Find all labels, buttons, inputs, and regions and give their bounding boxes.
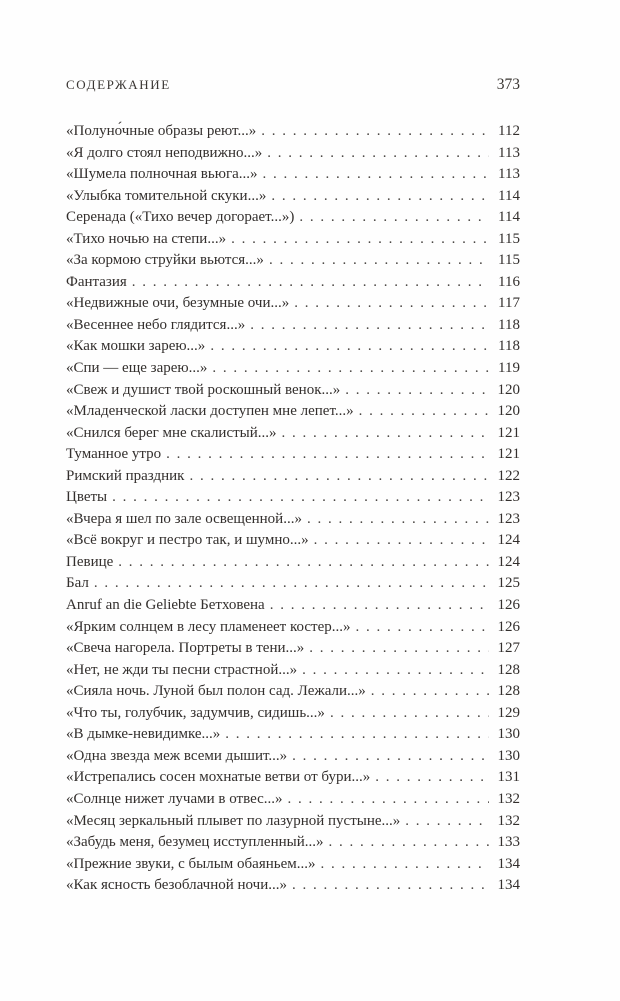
toc-entry-title: «Месяц зеркальный плывет по лазурной пустыне...» bbox=[66, 812, 401, 829]
toc-entry-page: 133 bbox=[497, 834, 520, 851]
toc-entry-title: Туманное утро bbox=[66, 446, 162, 463]
toc-entry bbox=[66, 487, 520, 509]
dot-leader bbox=[371, 681, 489, 703]
toc-entry-title: «Шумела полночная вьюга...» bbox=[66, 166, 258, 183]
toc-entry bbox=[66, 272, 520, 294]
toc-entry-title: «Солнце нижет лучами в отвес...» bbox=[66, 790, 283, 807]
toc-entry-title: «Свеча нагорела. Портреты в тени...» bbox=[66, 640, 305, 657]
toc-entry bbox=[66, 444, 520, 466]
toc-entry-title: «Как мошки зарею...» bbox=[66, 338, 206, 355]
toc-entry-page: 117 bbox=[498, 295, 520, 312]
toc-entry bbox=[66, 186, 520, 208]
dot-leader bbox=[309, 638, 489, 660]
toc-entry-title: Фантазия bbox=[66, 273, 127, 290]
toc-entry-page: 118 bbox=[498, 338, 520, 355]
toc-entry bbox=[66, 315, 520, 337]
toc-entry-title: «Снился берег мне скалистый...» bbox=[66, 424, 277, 441]
toc-entry-title: «Весеннее небо глядится...» bbox=[66, 316, 246, 333]
toc-entry-title: «В дымке-невидимке...» bbox=[66, 726, 221, 743]
dot-leader bbox=[261, 121, 489, 143]
toc-entry-page: 134 bbox=[497, 877, 520, 894]
toc-entry-title: «Нет, не жди ты песни страстной...» bbox=[66, 661, 298, 678]
dot-leader bbox=[132, 272, 489, 294]
dot-leader bbox=[356, 617, 489, 639]
toc-entry bbox=[66, 401, 520, 423]
dot-leader bbox=[166, 444, 489, 466]
toc-entry-page: 129 bbox=[497, 704, 520, 721]
dot-leader bbox=[330, 703, 489, 725]
toc-entry-title: «За кормою струйки вьются...» bbox=[66, 252, 264, 269]
toc-entry-page: 126 bbox=[497, 618, 520, 635]
toc-entry-page: 123 bbox=[497, 489, 520, 506]
toc-entry bbox=[66, 358, 520, 380]
toc-entry-title: «Забудь меня, безумец исступленный...» bbox=[66, 834, 324, 851]
toc-entry-title: Римский праздник bbox=[66, 467, 185, 484]
toc-entry bbox=[66, 207, 520, 229]
dot-leader bbox=[292, 875, 489, 897]
toc-entry bbox=[66, 660, 520, 682]
dot-leader bbox=[302, 660, 489, 682]
dot-leader bbox=[225, 724, 489, 746]
dot-leader bbox=[359, 401, 489, 423]
toc-entry bbox=[66, 875, 520, 897]
toc-entry bbox=[66, 509, 520, 531]
toc-entry-title: «Ярким солнцем в лесу пламенеет костер...» bbox=[66, 618, 351, 635]
toc-entry bbox=[66, 380, 520, 402]
toc-entry-page: 120 bbox=[497, 403, 520, 420]
toc-entry bbox=[66, 832, 520, 854]
toc-entry-page: 125 bbox=[497, 575, 520, 592]
toc-entry bbox=[66, 530, 520, 552]
toc-entry-title: «Тихо ночью на степи...» bbox=[66, 230, 227, 247]
toc-entry-title: «Вчера я шел по зале освещенной...» bbox=[66, 510, 302, 527]
toc-entry-title: «Что ты, голубчик, задумчив, сидишь...» bbox=[66, 704, 325, 721]
toc-entry bbox=[66, 811, 520, 833]
dot-leader bbox=[314, 530, 489, 552]
toc-entry-title: «Прежние звуки, с былым обаяньем...» bbox=[66, 855, 316, 872]
dot-leader bbox=[250, 315, 489, 337]
dot-leader bbox=[321, 854, 489, 876]
toc-entry-page: 120 bbox=[497, 381, 520, 398]
toc-entry bbox=[66, 746, 520, 768]
toc-entry-page: 113 bbox=[498, 166, 520, 183]
dot-leader bbox=[405, 811, 489, 833]
toc-entry-title: «Спи — еще зарею...» bbox=[66, 360, 208, 377]
page-header bbox=[66, 76, 520, 94]
toc-entry-page: 123 bbox=[497, 510, 520, 527]
toc-entry-page: 121 bbox=[497, 446, 520, 463]
toc-entry-page: 127 bbox=[497, 640, 520, 657]
toc-entry bbox=[66, 854, 520, 876]
toc-entry-page: 113 bbox=[498, 144, 520, 161]
dot-leader bbox=[231, 229, 489, 251]
toc-entry-page: 119 bbox=[498, 360, 520, 377]
toc-entry bbox=[66, 703, 520, 725]
dot-leader bbox=[189, 466, 489, 488]
toc-entry-page: 115 bbox=[498, 230, 520, 247]
dot-leader bbox=[267, 143, 489, 165]
toc-entry-page: 131 bbox=[497, 769, 520, 786]
toc-entry-title: «Младенческой ласки доступен мне лепет...» bbox=[66, 403, 354, 420]
toc-entry-page: 122 bbox=[497, 467, 520, 484]
dot-leader bbox=[288, 789, 489, 811]
toc-entry-page: 124 bbox=[497, 532, 520, 549]
toc-entry-page: 130 bbox=[497, 726, 520, 743]
toc-entry bbox=[66, 121, 520, 143]
dot-leader bbox=[112, 487, 489, 509]
dot-leader bbox=[94, 573, 489, 595]
toc-entry-page: 124 bbox=[497, 553, 520, 570]
toc-entry bbox=[66, 767, 520, 789]
toc-entry bbox=[66, 293, 520, 315]
dot-leader bbox=[307, 509, 489, 531]
toc-entry bbox=[66, 789, 520, 811]
toc-entry-page: 118 bbox=[498, 316, 520, 333]
toc-entry-page: 112 bbox=[498, 123, 520, 139]
toc-entry-title: «Свеж и душист твой роскошный венок...» bbox=[66, 381, 341, 398]
dot-leader bbox=[292, 746, 489, 768]
dot-leader bbox=[294, 293, 489, 315]
toc-entry-title: «Недвижные очи, безумные очи...» bbox=[66, 295, 290, 312]
dot-leader bbox=[210, 336, 489, 358]
toc-entry-page: 126 bbox=[497, 597, 520, 614]
toc-entry-page: 128 bbox=[497, 683, 520, 700]
toc-entry-title: Серенада («Тихо вечер догорает...») bbox=[66, 209, 295, 226]
dot-leader bbox=[299, 207, 489, 229]
toc-entry-title: «Всё вокруг и пестро так, и шумно...» bbox=[66, 532, 309, 549]
toc-entry bbox=[66, 250, 520, 272]
running-head: СОДЕРЖАНИЕ bbox=[66, 77, 171, 92]
dot-leader bbox=[269, 250, 489, 272]
toc-entry bbox=[66, 229, 520, 251]
toc-entry-title: Цветы bbox=[66, 489, 108, 506]
toc-entry-page: 134 bbox=[497, 855, 520, 872]
toc-entry bbox=[66, 466, 520, 488]
toc-entry bbox=[66, 638, 520, 660]
toc-entry-title: Бал bbox=[66, 575, 89, 592]
dot-leader bbox=[375, 767, 489, 789]
toc-entry bbox=[66, 595, 520, 617]
toc-list bbox=[66, 121, 520, 897]
dot-leader bbox=[270, 595, 489, 617]
dot-leader bbox=[271, 186, 489, 208]
toc-entry-title: «Одна звезда меж всеми дышит...» bbox=[66, 747, 288, 764]
toc-entry-title: «Сияла ночь. Луной был полон сад. Лежали...» bbox=[66, 683, 366, 700]
dot-leader bbox=[263, 164, 490, 186]
toc-entry-title: Anruf an die Geliebte Бетховена bbox=[66, 597, 265, 614]
toc-entry-page: 132 bbox=[497, 812, 520, 829]
toc-entry bbox=[66, 724, 520, 746]
page-number: 373 bbox=[496, 76, 520, 93]
toc-entry-page: 121 bbox=[497, 424, 520, 441]
toc-entry-title: «Как ясность безоблачной ночи...» bbox=[66, 877, 287, 894]
toc-entry bbox=[66, 617, 520, 639]
toc-entry-page: 114 bbox=[498, 187, 520, 204]
toc-entry-page: 130 bbox=[497, 747, 520, 764]
dot-leader bbox=[212, 358, 489, 380]
toc-entry bbox=[66, 423, 520, 445]
toc-entry-title: Певице bbox=[66, 553, 114, 570]
toc-entry-page: 128 bbox=[497, 661, 520, 678]
toc-entry-title: «Полуно́чные образы реют...» bbox=[66, 123, 257, 139]
toc-entry bbox=[66, 143, 520, 165]
toc-entry-page: 132 bbox=[497, 790, 520, 807]
dot-leader bbox=[282, 423, 489, 445]
toc-entry-page: 116 bbox=[498, 273, 520, 290]
toc-entry bbox=[66, 552, 520, 574]
toc-entry-title: «Истрепались сосен мохнатые ветви от бури...» bbox=[66, 769, 371, 786]
toc-entry bbox=[66, 573, 520, 595]
toc-entry-title: «Улыбка томительной скуки...» bbox=[66, 187, 267, 204]
toc-entry-page: 114 bbox=[498, 209, 520, 226]
toc-entry-title: «Я долго стоял неподвижно...» bbox=[66, 144, 263, 161]
toc-entry bbox=[66, 164, 520, 186]
toc-entry-page: 115 bbox=[498, 252, 520, 269]
dot-leader bbox=[345, 380, 489, 402]
toc-entry bbox=[66, 336, 520, 358]
toc-entry bbox=[66, 681, 520, 703]
dot-leader bbox=[328, 832, 489, 854]
dot-leader bbox=[118, 552, 489, 574]
